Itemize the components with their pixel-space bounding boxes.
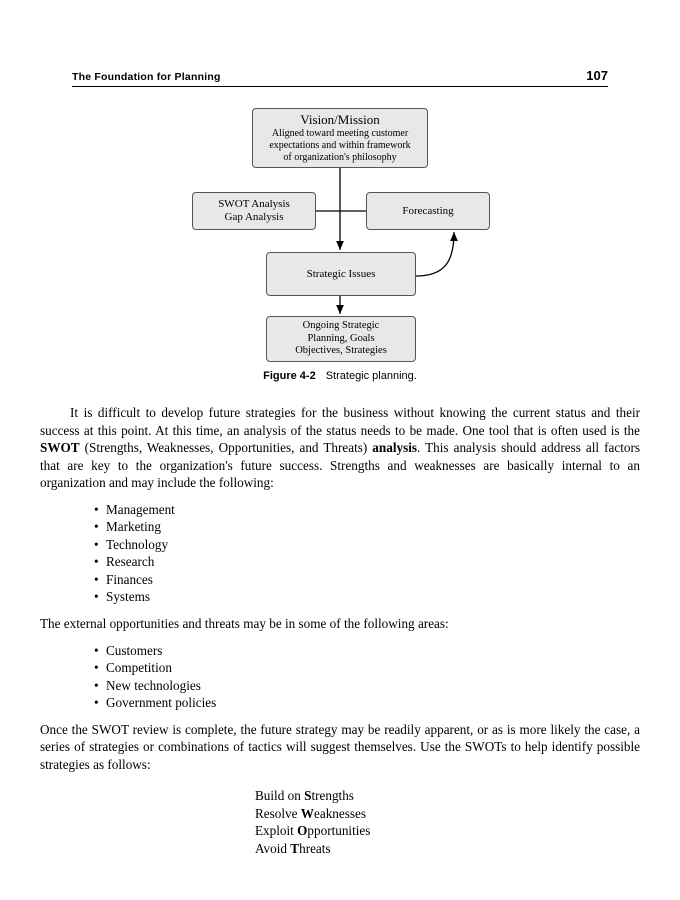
figure-node-vision-mission <box>252 108 428 168</box>
forecasting-line-1: Forecasting <box>402 204 454 217</box>
swot-action-rest: eaknesses <box>313 805 366 821</box>
figure-node-strategic-issues <box>266 252 416 296</box>
ongoing-line-1: Ongoing Strategic <box>302 320 380 332</box>
swot-action-list <box>40 787 640 857</box>
list-item: • Management <box>106 501 640 519</box>
swot-action-item <box>255 822 640 840</box>
list-item: • Systems <box>106 588 640 606</box>
page-number: 107 <box>586 68 608 83</box>
paragraph1-bold-analysis: analysis <box>372 440 418 456</box>
external-factors-list <box>40 642 640 712</box>
paragraph1-part3: . This analysis should address all factors that are key to the organization's future success. Strengths and weaknesses are basically internal to an organization and may include the following: <box>40 440 640 491</box>
vision-title: Vision/Mission <box>300 112 380 128</box>
swot-action-letter: W <box>300 805 314 821</box>
paragraph-swot-review: Once the SWOT review is complete, the future strategy may be readily apparent, or as is more likely the case, a series of strategies or combinations of tactics will suggest themselves. Use the SWOTs to help identify possible strategies as follows: <box>40 721 640 772</box>
list-item: • Finances <box>106 571 640 589</box>
internal-factors-list <box>40 501 640 606</box>
ongoing-line-3: Objectives, Strategies <box>295 345 387 357</box>
vision-line-3: of organization's philosophy <box>283 152 397 164</box>
figure-node-ongoing-strategic-planning <box>266 316 416 362</box>
swot-action-letter: O <box>297 823 308 839</box>
list-item: • Competition <box>106 659 640 677</box>
swot-action-letter: S <box>304 788 312 804</box>
list-item: • Technology <box>106 536 640 554</box>
swot-action-item <box>255 840 640 858</box>
swot-action-letter: T <box>290 841 300 857</box>
list-item: • Research <box>106 553 640 571</box>
swot-line-1: SWOT Analysis <box>218 198 290 211</box>
page-header <box>72 68 608 87</box>
swot-action-verb: Build on <box>255 788 305 804</box>
paragraph1-bold-swot: SWOT <box>40 440 80 456</box>
list-item: • Marketing <box>106 518 640 536</box>
strategic-issues-line-1: Strategic Issues <box>306 267 376 280</box>
paragraph1-part1: It is difficult to develop future strategies for the business without knowing the current status and their success at this point. At this time, an analysis of the status needs to be made. One tool that is often used is the <box>40 405 640 438</box>
body-text <box>40 404 640 858</box>
figure-node-forecasting <box>366 192 490 230</box>
figure-caption-label: Figure 4-2 <box>263 370 316 382</box>
list-item: • New technologies <box>106 677 640 695</box>
swot-action-rest: pportunities <box>307 823 371 839</box>
figure-caption <box>72 370 608 382</box>
paragraph1-part2: (Strengths, Weaknesses, Opportunities, and Threats) <box>79 440 373 456</box>
vision-line-2: expectations and within framework <box>269 140 411 152</box>
figure-node-swot-analysis <box>192 192 316 230</box>
swot-action-verb: Resolve <box>255 805 301 821</box>
swot-action-item <box>255 787 640 805</box>
figure-caption-text: Strategic planning. <box>325 370 417 382</box>
swot-action-verb: Avoid <box>255 841 291 857</box>
swot-action-rest: hreats <box>299 841 331 857</box>
paragraph-external-intro: The external opportunities and threats may be in some of the following areas: <box>40 616 449 632</box>
swot-line-2: Gap Analysis <box>224 211 284 223</box>
paragraph-swot-intro <box>40 404 640 492</box>
swot-action-item <box>255 805 640 823</box>
list-item: • Customers <box>106 642 640 660</box>
swot-action-rest: trengths <box>311 788 354 804</box>
running-head-title: The Foundation for Planning <box>72 71 221 83</box>
figure-strategic-planning <box>72 100 608 368</box>
list-item: • Government policies <box>106 694 640 712</box>
ongoing-line-2: Planning, Goals <box>307 332 375 344</box>
swot-action-verb: Exploit <box>255 823 298 839</box>
vision-line-1: Aligned toward meeting customer <box>271 128 409 140</box>
